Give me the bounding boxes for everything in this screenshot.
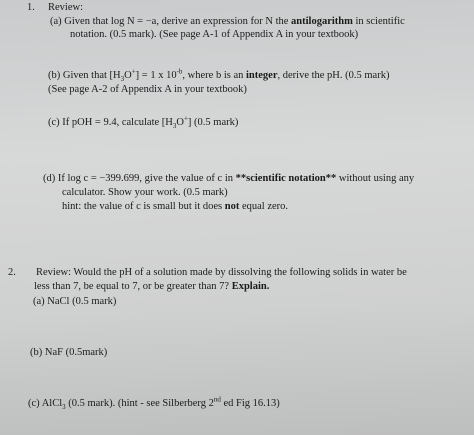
q2b-line: (b) NaF (0.5mark) xyxy=(30,347,108,358)
q1d-line3: hint: the value of c is small but it does not equal zero. xyxy=(62,201,289,212)
q2-number: 2. xyxy=(8,267,16,278)
q2c-line: (c) AlCl$_3$ (0.5 mark). (hint - see Silberberg 2nd ed Fig 16.13) xyxy=(28,395,280,412)
q2-line1: Review: Would the pH of a solution made by dissolving the following solids in water be xyxy=(36,267,407,278)
q2-line2: less than 7, be equal to 7, or be greater than 7? Explain. xyxy=(34,281,270,292)
q1a-line2: notation. (0.5 mark). (See page A-1 of Appendix A in your textbook) xyxy=(70,29,359,40)
q1d-line2: calculator. Show your work. (0.5 mark) xyxy=(62,187,228,198)
q1b-line2: (See page A-2 of Appendix A in your textbook) xyxy=(48,84,247,95)
q2a-line: (a) NaCl (0.5 mark) xyxy=(33,296,117,307)
q1b-line1: (b) Given that $[H_3O^+] = 1$ x $10^{-b}$, where b is an integer, derive the pH. (0.5 mark) xyxy=(48,67,390,84)
q1d-line1: (d) If log c = −399.699, give the value of c in **scientific notation** without using any xyxy=(43,173,415,184)
q1-number: 1. xyxy=(27,2,35,13)
q1c-line: (c) If pOH = 9.4, calculate $[H_3O^+]$ (0.5 mark) xyxy=(48,114,239,131)
q1-title: Review: xyxy=(48,2,83,13)
q1a-line1: (a) Given that log N = −a, derive an expression for N the antilogarithm in scientific xyxy=(50,16,405,27)
